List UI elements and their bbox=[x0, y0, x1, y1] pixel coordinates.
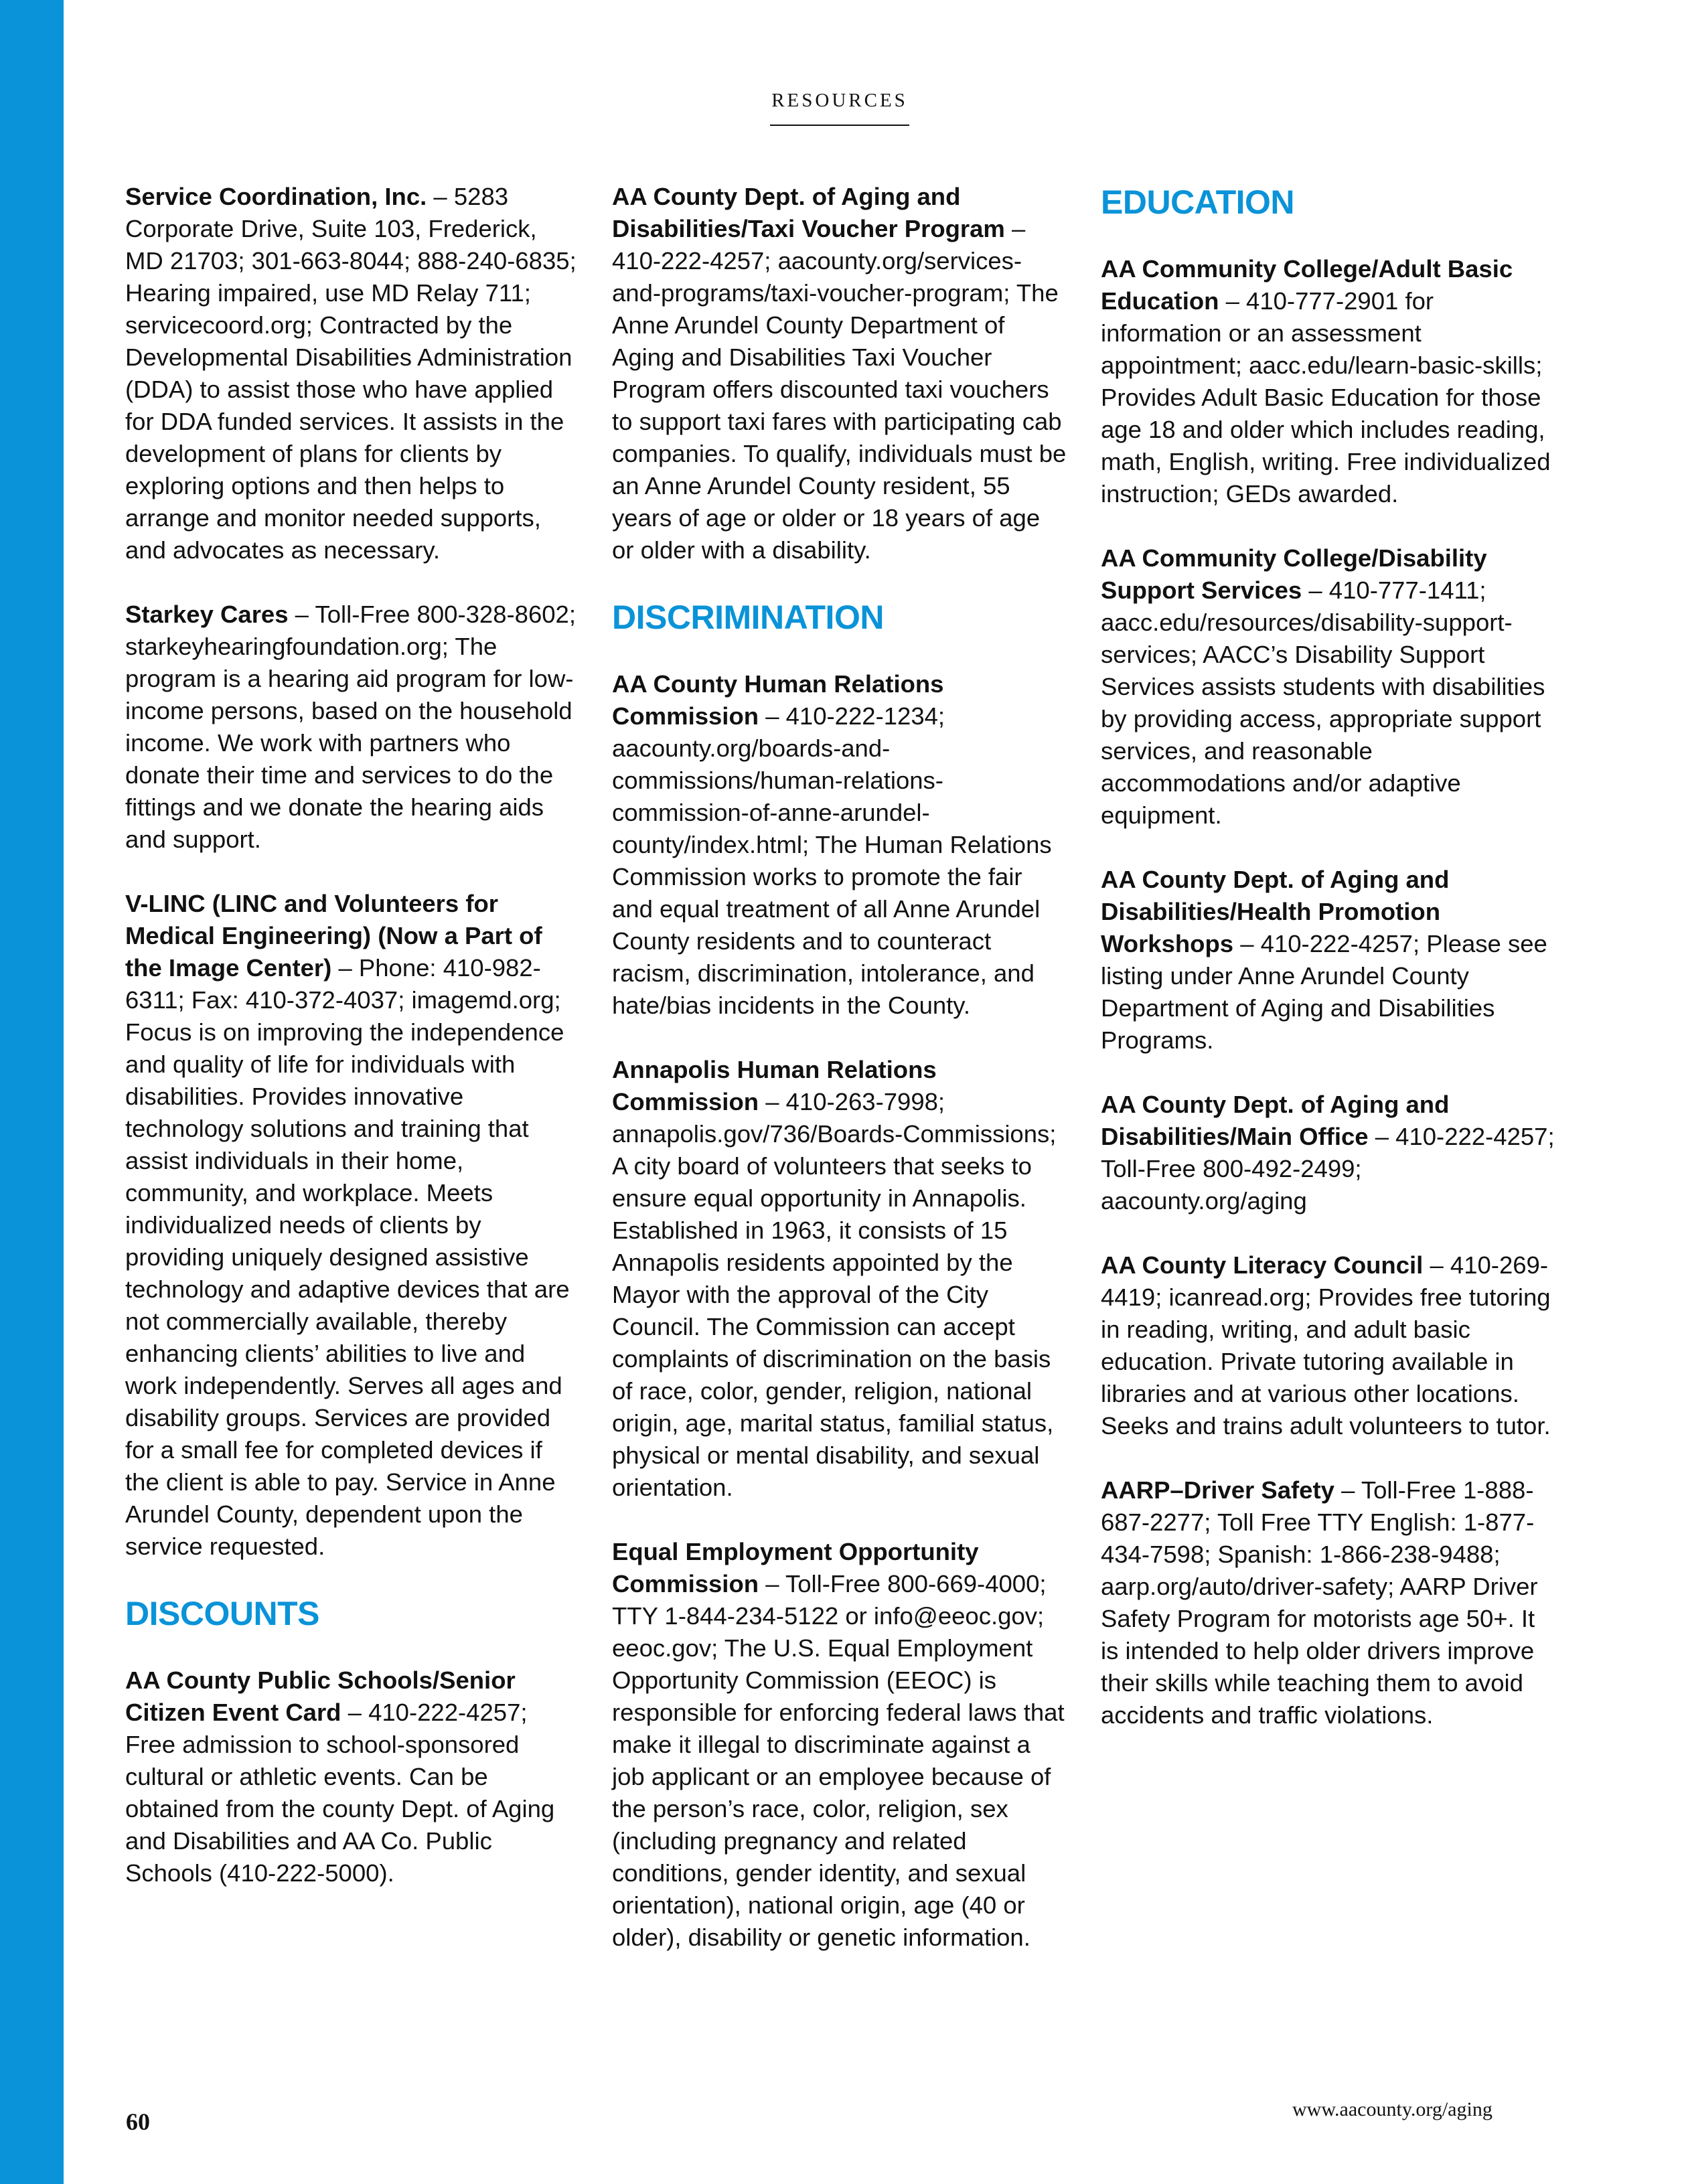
footer-url: www.aacounty.org/aging bbox=[1292, 2098, 1493, 2120]
entry-title: AA County Dept. of Aging and Disabilities/Taxi Voucher Program bbox=[612, 183, 1005, 242]
entry-aa-human-relations bbox=[612, 668, 1067, 1022]
entry-body: – 410-222-4257; Toll-Free 800-492-2499; aacounty.org/aging bbox=[1101, 1123, 1555, 1215]
entry-title: AARP–Driver Safety bbox=[1101, 1476, 1334, 1504]
left-color-bar bbox=[0, 0, 64, 2184]
entry-aging-main-office bbox=[1101, 1089, 1556, 1217]
entry-taxi-voucher bbox=[612, 181, 1067, 566]
running-head: RESOURCES bbox=[771, 90, 908, 111]
entry-senior-citizen-event-card bbox=[125, 1664, 581, 1889]
entry-body: – 410-222-4257; aacounty.org/services-and-programs/taxi-voucher-program; The Anne Arundel County Department of Aging and Disabilities Taxi Voucher Program offers discounted taxi vouchers to support taxi fares with participating cab companies. To qualify, individuals must be an Anne Arundel County resident, 55 years of age or older or 18 years of age or older with a disability. bbox=[612, 215, 1067, 564]
entry-body: – 5283 Corporate Drive, Suite 103, Frederick, MD 21703; 301-663-8044; 888-240-6835; Hearing impaired, use MD Relay 711; servicecoord.org; Contracted by the Developmental Disabilities Administration (DDA) to assist those who have applied for DDA funded services. It assists in the development of plans for clients by exploring options and then helps to arrange and monitor needed supports, and advocates as necessary. bbox=[125, 183, 577, 564]
column-3 bbox=[1101, 181, 1556, 1764]
entry-body: – 410-222-4257; Please see listing under Anne Arundel County Department of Aging and Disabilities Programs. bbox=[1101, 930, 1547, 1054]
entry-title: AA County Public Schools/Senior Citizen Event Card bbox=[125, 1666, 516, 1726]
entry-adult-basic-education bbox=[1101, 253, 1556, 510]
entry-v-linc bbox=[125, 888, 581, 1563]
entry-body: – Toll-Free 800-328-8602; starkeyhearingfoundation.org; The program is a hearing aid program for low-income persons, based on the household income. We work with partners who donate their time and services to do the fittings and we donate the hearing aids and support. bbox=[125, 601, 576, 853]
entry-title: Annapolis Human Relations Commission bbox=[612, 1056, 937, 1115]
entry-aarp-driver-safety bbox=[1101, 1474, 1556, 1731]
entry-title: Service Coordination, Inc. bbox=[125, 183, 427, 210]
entry-title: AA County Literacy Council bbox=[1101, 1251, 1424, 1279]
entry-eeoc bbox=[612, 1536, 1067, 1954]
entry-body: – 410-222-1234; aacounty.org/boards-and-commissions/human-relations-commission-of-anne-arundel-county/index.html; The Human Relations Commission works to promote the fair and equal treatment of all Anne Arundel County residents and to counteract racism, discrimination, intolerance, and hate/bias incidents in the County. bbox=[612, 702, 1052, 1019]
column-2 bbox=[612, 181, 1067, 1986]
entry-body: – 410-263-7998; annapolis.gov/736/Boards-Commissions; A city board of volunteers that seeks to ensure equal opportunity in Annapolis. Established in 1963, it consists of 15 Annapolis residents appointed by the Mayor with the approval of the City Council. The Commission can accept complaints of discrimination on the basis of race, color, gender, religion, national origin, age, marital status, familial status, physical or mental disability, and sexual orientation. bbox=[612, 1088, 1057, 1501]
page-number: 60 bbox=[126, 2108, 150, 2135]
entry-body: – Toll-Free 800-669-4000; TTY 1-844-234-5122 or info@eeoc.gov; eeoc.gov; The U.S. Equal Employment Opportunity Commission (EEOC) is responsible for enforcing federal laws that make it illegal to discriminate against a job applicant or an employee because of the person’s race, color, religion, sex (including pregnancy and related conditions, gender identity, and sexual orientation), national origin, age (40 or older), disability or genetic information. bbox=[612, 1570, 1065, 1951]
entry-body: – 410-777-2901 for information or an assessment appointment; aacc.edu/learn-basic-skills; Provides Adult Basic Education for those age 18 and older which includes reading, math, English, writing. Free individualized instruction; GEDs awarded. bbox=[1101, 287, 1551, 508]
entry-title: AA County Dept. of Aging and Disabilities/Main Office bbox=[1101, 1091, 1450, 1150]
section-heading-education: EDUCATION bbox=[1101, 183, 1295, 221]
entry-title: AA Community College/Disability Support Services bbox=[1101, 544, 1487, 604]
section-heading-discrimination: DISCRIMINATION bbox=[612, 599, 884, 636]
entry-starkey-cares bbox=[125, 599, 581, 856]
entry-title: AA County Dept. of Aging and Disabilities/Health Promotion Workshops bbox=[1101, 866, 1450, 957]
entry-health-promotion-workshops bbox=[1101, 864, 1556, 1057]
entry-title: AA County Human Relations Commission bbox=[612, 670, 944, 730]
running-head-rule bbox=[770, 125, 909, 126]
entry-literacy-council bbox=[1101, 1249, 1556, 1442]
entry-title: V-LINC (LINC and Volunteers for Medical Engineering) (Now a Part of the Image Center) bbox=[125, 890, 542, 982]
section-heading-discounts: DISCOUNTS bbox=[125, 1595, 319, 1632]
entry-title: Equal Employment Opportunity Commission bbox=[612, 1538, 979, 1597]
entry-annapolis-human-relations bbox=[612, 1054, 1067, 1504]
entry-title: AA Community College/Adult Basic Education bbox=[1101, 255, 1513, 315]
entry-body: – 410-777-1411; aacc.edu/resources/disability-support-services; AACC’s Disability Support Services assists students with disabilities by providing access, appropriate support services, and reasonable accommodations and/or adaptive equipment. bbox=[1101, 576, 1545, 829]
entry-body: – 410-222-4257; Free admission to school-sponsored cultural or athletic events. Can be obtained from the county Dept. of Aging and Disabilities and AA Co. Public Schools (410-222-5000). bbox=[125, 1699, 555, 1887]
entry-title: Starkey Cares bbox=[125, 601, 289, 628]
entry-disability-support-services bbox=[1101, 542, 1556, 832]
entry-service-coordination bbox=[125, 181, 581, 566]
entry-body: – Phone: 410-982-6311; Fax: 410-372-4037; imagemd.org; Focus is on improving the independence and quality of life for individuals with disabilities. Provides innovative technology solutions and training that assist individuals in their home, community, and workplace. Meets individualized needs of clients by providing uniquely designed assistive technology and adaptive devices that are not commercially available, thereby enhancing clients’ abilities to live and work independently. Serves all ages and disability groups. Services are provided for a small fee for completed devices if the client is able to pay. Service in Anne Arundel County, dependent upon the service requested. bbox=[125, 954, 570, 1560]
entry-body: – Toll-Free 1-888-687-2277; Toll Free TTY English: 1-877-434-7598; Spanish: 1-866-238-9488; aarp.org/auto/driver-safety; AARP Driver Safety Program for motorists age 50+. It is intended to help older drivers improve their skills while teaching them to avoid accidents and traffic violations. bbox=[1101, 1476, 1538, 1729]
entry-body: – 410-269-4419; icanread.org; Provides free tutoring in reading, writing, and adult basic education. Private tutoring available in libraries and at various other locations. Seeks and trains adult volunteers to tutor. bbox=[1101, 1251, 1551, 1439]
column-1 bbox=[125, 181, 581, 1922]
